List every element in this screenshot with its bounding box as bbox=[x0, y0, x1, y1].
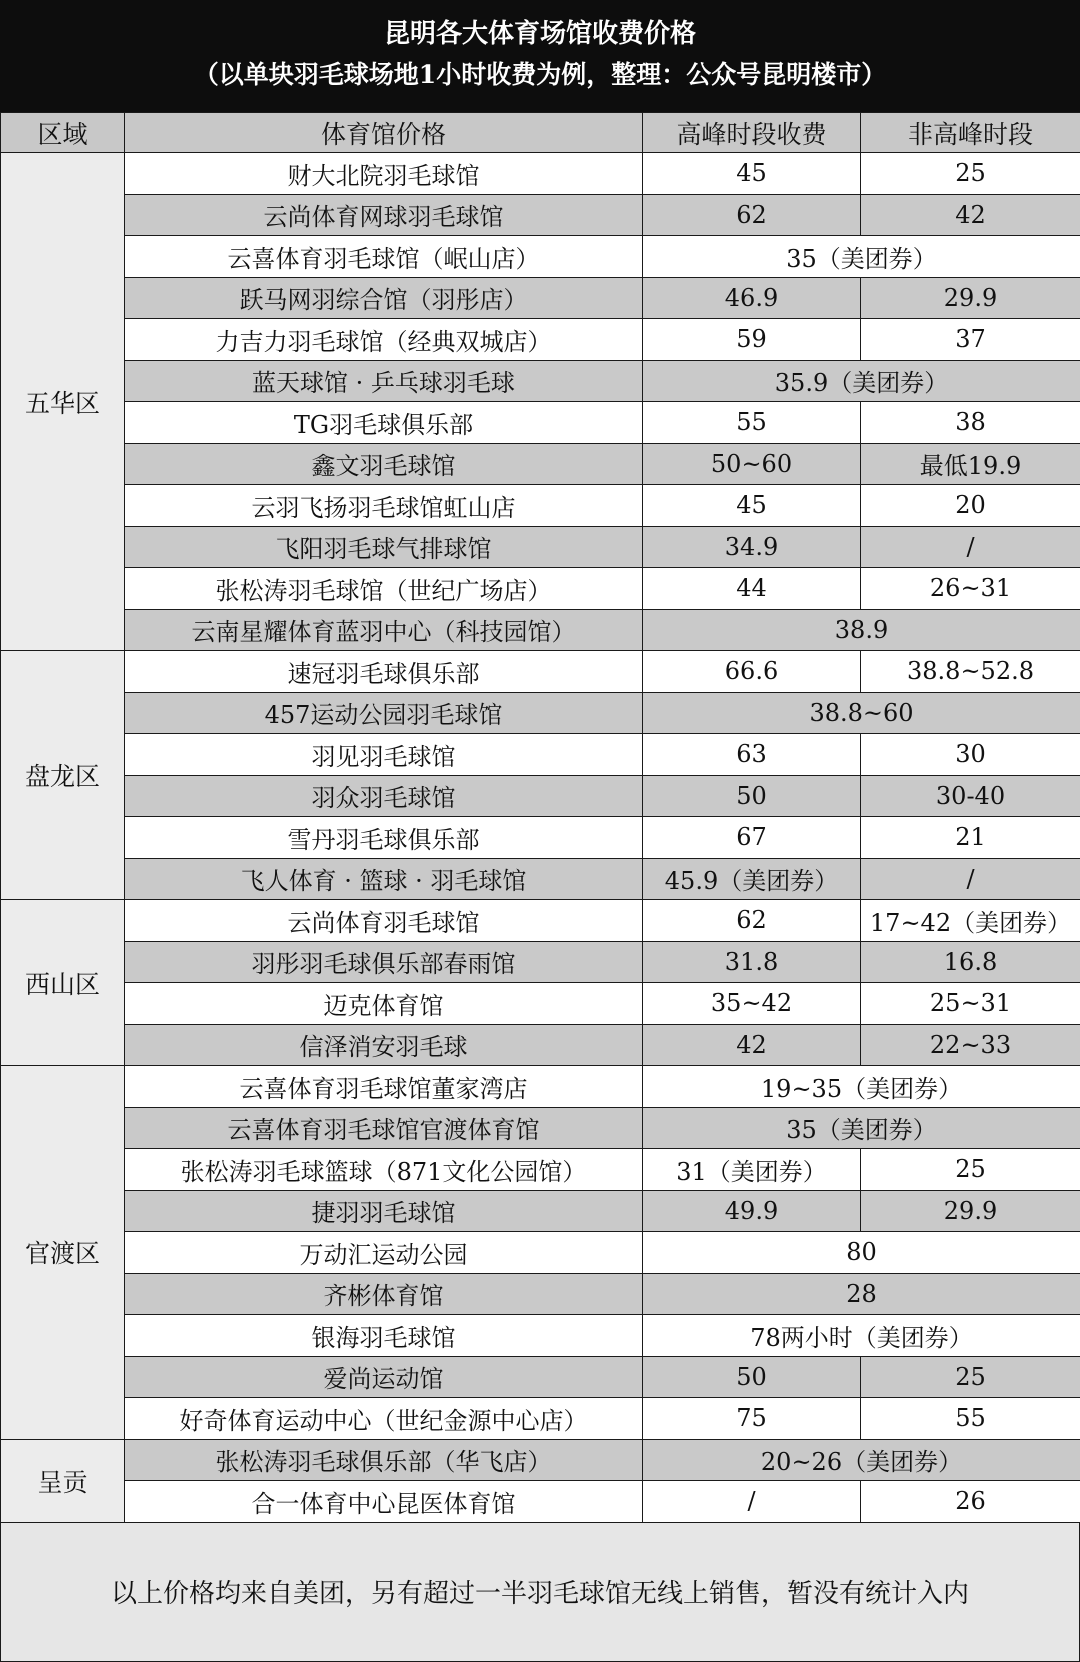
table-row bbox=[1, 194, 1080, 236]
peak-price-cell: 45 bbox=[643, 153, 861, 195]
venue-cell: 云尚体育网球羽毛球馆 bbox=[125, 194, 643, 236]
table-row bbox=[1, 1315, 1080, 1357]
table-row bbox=[1, 692, 1080, 734]
offpeak-price-cell: 20 bbox=[861, 485, 1080, 527]
venue-cell: 齐彬体育馆 bbox=[125, 1273, 643, 1315]
merged-price-cell: 38.8~60 bbox=[643, 692, 1080, 734]
venue-cell: 捷羽羽毛球馆 bbox=[125, 1190, 643, 1232]
peak-price-cell: 50~60 bbox=[643, 443, 861, 485]
venue-cell: 合一体育中心昆医体育馆 bbox=[125, 1481, 643, 1523]
venue-cell: 云喜体育羽毛球馆董家湾店 bbox=[125, 1066, 643, 1108]
peak-price-cell: 62 bbox=[643, 194, 861, 236]
peak-price-cell: 42 bbox=[643, 1024, 861, 1066]
venue-cell: 速冠羽毛球俱乐部 bbox=[125, 651, 643, 693]
venue-cell: 457运动公园羽毛球馆 bbox=[125, 692, 643, 734]
venue-cell: 云羽飞扬羽毛球馆虹山店 bbox=[125, 485, 643, 527]
column-header-region: 区域 bbox=[1, 113, 125, 153]
venue-cell: 张松涛羽毛球篮球（871文化公园馆） bbox=[125, 1149, 643, 1191]
peak-price-cell: 63 bbox=[643, 734, 861, 776]
venue-cell: 财大北院羽毛球馆 bbox=[125, 153, 643, 195]
region-cell: 官渡区 bbox=[1, 1066, 125, 1440]
offpeak-price-cell: 最低19.9 bbox=[861, 443, 1080, 485]
price-table bbox=[0, 112, 1080, 1523]
table-row bbox=[1, 402, 1080, 444]
merged-price-cell: 19~35（美团券） bbox=[643, 1066, 1080, 1108]
venue-cell: 跃马网羽综合馆（羽彤店） bbox=[125, 277, 643, 319]
venue-cell: 银海羽毛球馆 bbox=[125, 1315, 643, 1357]
offpeak-price-cell: / bbox=[861, 526, 1080, 568]
offpeak-price-cell: 29.9 bbox=[861, 277, 1080, 319]
offpeak-price-cell: 30 bbox=[861, 734, 1080, 776]
sheet-header bbox=[0, 0, 1080, 112]
venue-cell: 蓝天球馆 · 乒乓球羽毛球 bbox=[125, 360, 643, 402]
table-row bbox=[1, 941, 1080, 983]
venue-cell: 羽见羽毛球馆 bbox=[125, 734, 643, 776]
table-row bbox=[1, 485, 1080, 527]
venue-cell: 好奇体育运动中心（世纪金源中心店） bbox=[125, 1398, 643, 1440]
venue-cell: 张松涛羽毛球俱乐部（华飞店） bbox=[125, 1439, 643, 1481]
table-row bbox=[1, 1232, 1080, 1274]
venue-cell: 羽众羽毛球馆 bbox=[125, 775, 643, 817]
merged-price-cell: 28 bbox=[643, 1273, 1080, 1315]
peak-price-cell: 46.9 bbox=[643, 277, 861, 319]
peak-price-cell: 45.9（美团券） bbox=[643, 858, 861, 900]
table-row bbox=[1, 1107, 1080, 1149]
region-cell: 西山区 bbox=[1, 900, 125, 1066]
venue-cell: 飞阳羽毛球气排球馆 bbox=[125, 526, 643, 568]
peak-price-cell: 62 bbox=[643, 900, 861, 942]
venue-cell: 雪丹羽毛球俱乐部 bbox=[125, 817, 643, 859]
footer-note-text: 以上价格均来自美团，另有超过一半羽毛球馆无线上销售，暂没有统计入内 bbox=[111, 1573, 969, 1610]
offpeak-price-cell: 29.9 bbox=[861, 1190, 1080, 1232]
sheet-title: 昆明各大体育场馆收费价格 bbox=[0, 14, 1080, 54]
offpeak-price-cell: 25 bbox=[861, 1356, 1080, 1398]
peak-price-cell: 31（美团券） bbox=[643, 1149, 861, 1191]
offpeak-price-cell: 38.8~52.8 bbox=[861, 651, 1080, 693]
offpeak-price-cell: 25 bbox=[861, 153, 1080, 195]
peak-price-cell: 35~42 bbox=[643, 983, 861, 1025]
table-row bbox=[1, 1398, 1080, 1440]
venue-cell: 万动汇运动公园 bbox=[125, 1232, 643, 1274]
table-row bbox=[1, 319, 1080, 361]
peak-price-cell: 59 bbox=[643, 319, 861, 361]
peak-price-cell: / bbox=[643, 1481, 861, 1523]
venue-cell: 张松涛羽毛球馆（世纪广场店） bbox=[125, 568, 643, 610]
table-row bbox=[1, 1024, 1080, 1066]
table-row bbox=[1, 1481, 1080, 1523]
table-row bbox=[1, 983, 1080, 1025]
table-row bbox=[1, 153, 1080, 195]
venue-cell: 云喜体育羽毛球馆（岷山店） bbox=[125, 236, 643, 278]
region-cell: 五华区 bbox=[1, 153, 125, 651]
offpeak-price-cell: / bbox=[861, 858, 1080, 900]
table-row bbox=[1, 1356, 1080, 1398]
peak-price-cell: 44 bbox=[643, 568, 861, 610]
offpeak-price-cell: 30-40 bbox=[861, 775, 1080, 817]
venue-cell: 鑫文羽毛球馆 bbox=[125, 443, 643, 485]
peak-price-cell: 34.9 bbox=[643, 526, 861, 568]
table-row bbox=[1, 526, 1080, 568]
peak-price-cell: 66.6 bbox=[643, 651, 861, 693]
peak-price-cell: 55 bbox=[643, 402, 861, 444]
table-row bbox=[1, 609, 1080, 651]
table-header-row bbox=[1, 113, 1080, 153]
region-cell: 盘龙区 bbox=[1, 651, 125, 900]
offpeak-price-cell: 37 bbox=[861, 319, 1080, 361]
peak-price-cell: 50 bbox=[643, 1356, 861, 1398]
table-row bbox=[1, 1439, 1080, 1481]
table-row bbox=[1, 568, 1080, 610]
venue-cell: 云尚体育羽毛球馆 bbox=[125, 900, 643, 942]
venue-cell: 飞人体育 · 篮球 · 羽毛球馆 bbox=[125, 858, 643, 900]
venue-cell: 云喜体育羽毛球馆官渡体育馆 bbox=[125, 1107, 643, 1149]
table-row bbox=[1, 900, 1080, 942]
offpeak-price-cell: 21 bbox=[861, 817, 1080, 859]
offpeak-price-cell: 17~42（美团券） bbox=[861, 900, 1080, 942]
table-row bbox=[1, 651, 1080, 693]
venue-cell: 迈克体育馆 bbox=[125, 983, 643, 1025]
venue-cell: TG羽毛球俱乐部 bbox=[125, 402, 643, 444]
table-row bbox=[1, 236, 1080, 278]
offpeak-price-cell: 42 bbox=[861, 194, 1080, 236]
peak-price-cell: 67 bbox=[643, 817, 861, 859]
offpeak-price-cell: 25~31 bbox=[861, 983, 1080, 1025]
table-row bbox=[1, 1190, 1080, 1232]
table-row bbox=[1, 1066, 1080, 1108]
venue-cell: 信泽消安羽毛球 bbox=[125, 1024, 643, 1066]
venue-cell: 爱尚运动馆 bbox=[125, 1356, 643, 1398]
table-row bbox=[1, 858, 1080, 900]
venue-cell: 云南星耀体育蓝羽中心（科技园馆） bbox=[125, 609, 643, 651]
offpeak-price-cell: 16.8 bbox=[861, 941, 1080, 983]
sheet-subtitle: （以单块羽毛球场地1小时收费为例，整理：公众号昆明楼市） bbox=[0, 54, 1080, 96]
table-row bbox=[1, 775, 1080, 817]
table-row bbox=[1, 360, 1080, 402]
table-row bbox=[1, 277, 1080, 319]
peak-price-cell: 49.9 bbox=[643, 1190, 861, 1232]
offpeak-price-cell: 26~31 bbox=[861, 568, 1080, 610]
venue-cell: 羽彤羽毛球俱乐部春雨馆 bbox=[125, 941, 643, 983]
offpeak-price-cell: 26 bbox=[861, 1481, 1080, 1523]
table-row bbox=[1, 734, 1080, 776]
table-row bbox=[1, 443, 1080, 485]
column-header-peak: 高峰时段收费 bbox=[643, 113, 861, 153]
offpeak-price-cell: 55 bbox=[861, 1398, 1080, 1440]
column-header-offpeak: 非高峰时段 bbox=[861, 113, 1080, 153]
merged-price-cell: 35（美团券） bbox=[643, 236, 1080, 278]
table-row bbox=[1, 817, 1080, 859]
footer-note bbox=[0, 1523, 1080, 1662]
merged-price-cell: 38.9 bbox=[643, 609, 1080, 651]
offpeak-price-cell: 38 bbox=[861, 402, 1080, 444]
venue-cell: 力吉力羽毛球馆（经典双城店） bbox=[125, 319, 643, 361]
peak-price-cell: 31.8 bbox=[643, 941, 861, 983]
peak-price-cell: 75 bbox=[643, 1398, 861, 1440]
table-row bbox=[1, 1149, 1080, 1191]
offpeak-price-cell: 22~33 bbox=[861, 1024, 1080, 1066]
merged-price-cell: 35（美团券） bbox=[643, 1107, 1080, 1149]
peak-price-cell: 45 bbox=[643, 485, 861, 527]
merged-price-cell: 80 bbox=[643, 1232, 1080, 1274]
table-row bbox=[1, 1273, 1080, 1315]
column-header-venue: 体育馆价格 bbox=[125, 113, 643, 153]
merged-price-cell: 35.9（美团券） bbox=[643, 360, 1080, 402]
merged-price-cell: 78两小时（美团券） bbox=[643, 1315, 1080, 1357]
peak-price-cell: 50 bbox=[643, 775, 861, 817]
region-cell: 呈贡 bbox=[1, 1439, 125, 1522]
offpeak-price-cell: 25 bbox=[861, 1149, 1080, 1191]
merged-price-cell: 20~26（美团券） bbox=[643, 1439, 1080, 1481]
